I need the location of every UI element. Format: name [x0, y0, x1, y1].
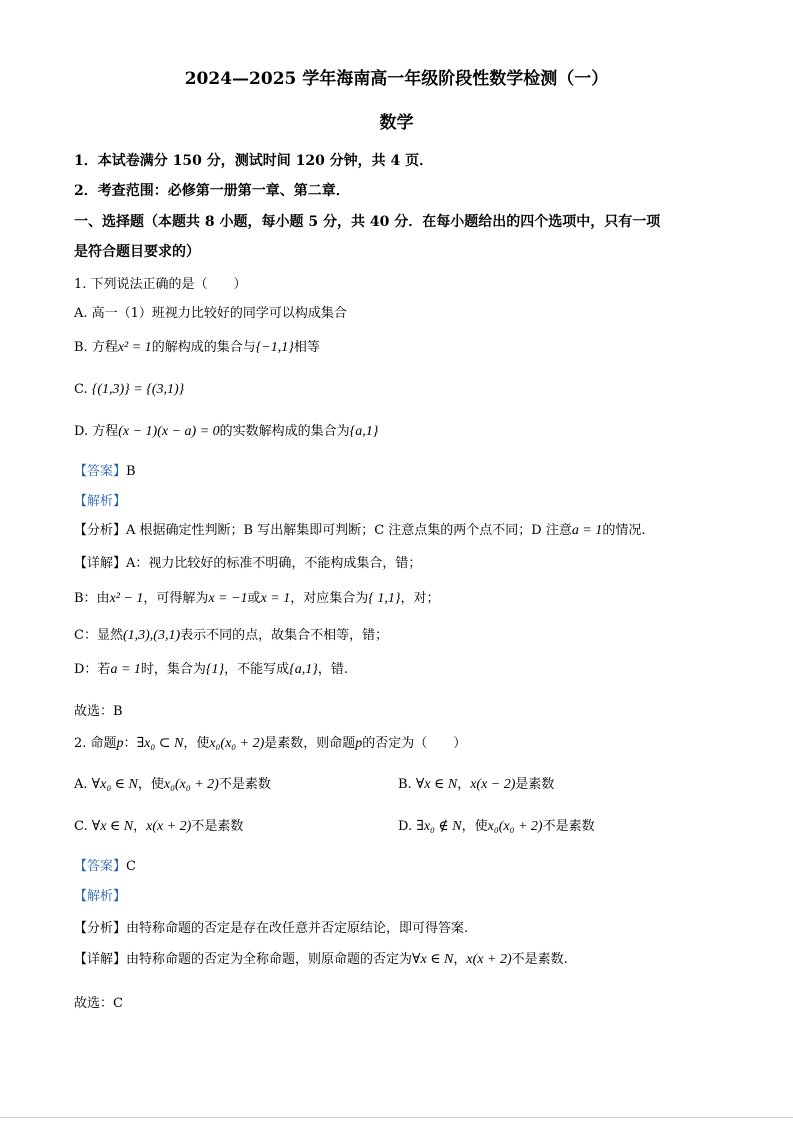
q2-option-b-text1: ，	[457, 777, 471, 792]
q1-detail-b-text: B：由	[74, 591, 110, 606]
q1-detail-b-text4: ，对；	[400, 591, 440, 606]
q2-stem	[74, 735, 466, 753]
q1-detail-c-text2: 表示不同的点，故集合不相等，错；	[180, 628, 389, 643]
q1-detail-b	[74, 590, 439, 608]
q2-option-b-math1: ∀x ∈ N	[415, 777, 458, 792]
q2-stem-math2: ∃x₀ ⊂ N	[136, 736, 184, 751]
q2-option-b	[398, 776, 554, 794]
subject-title: 数学	[379, 113, 414, 133]
q1-fenxi-text2: 的情况.	[602, 523, 646, 538]
q1-detail-b-math3: x = 1	[260, 591, 291, 606]
q1-detail-b-text1: ，可得解为	[143, 591, 209, 606]
q2-option-c-text1: ，	[133, 819, 147, 834]
q2-option-a-math2: x₀(x₀ + 2)	[163, 777, 219, 792]
q2-option-d	[398, 818, 595, 836]
q1-option-d	[74, 423, 378, 441]
answer-tag: 【答案】	[74, 859, 127, 874]
fenxi-tag: 【分析】	[74, 523, 127, 538]
q1-detail-c-math: (1,3),(3,1)	[122, 628, 181, 643]
q1-detail-d-text1: 时，集合为	[140, 662, 206, 677]
q2-detail	[74, 951, 568, 969]
q2-option-a-label: A.	[74, 777, 92, 792]
q1-stem: 1. 下列说法正确的是（ ）	[74, 277, 247, 292]
q2-option-d-math2: x₀(x₀ + 2)	[487, 819, 543, 834]
q1-option-b-text2: 的解构成的集合与	[151, 340, 256, 355]
q1-option-b-text3: 相等	[293, 340, 320, 355]
q1-detail-a	[74, 555, 421, 573]
q2-option-d-text2: 不是素数	[542, 819, 595, 834]
q1-option-c	[74, 381, 184, 399]
q2-detail-text2: 不是素数.	[511, 952, 568, 967]
q2-option-b-text2: 是素数	[515, 777, 555, 792]
q2-fenxi-text: 由特称命题的否定是存在改任意并否定原结论，即可得答案.	[126, 921, 469, 936]
q2-stem-text: 2. 命题	[74, 736, 117, 751]
q1-answer	[74, 463, 136, 481]
detail-tag: 【详解】	[74, 556, 127, 571]
q2-option-c-math1: ∀x ∈ N	[91, 819, 134, 834]
q2-answer	[74, 858, 136, 876]
q1-detail-b-math2: x = −1	[208, 591, 248, 606]
q1-detail-d-text3: ，错.	[317, 662, 348, 677]
q1-option-d-text2: 的实数解构成的集合为	[219, 424, 350, 439]
q1-detail-d-text: D：若	[74, 662, 111, 677]
q1-option-c-label: C.	[74, 382, 92, 397]
section-heading-line1: 一、选择题（本题共 8 小题，每小题 5 分，共 40 分．在每小题给出的四个选项中，只有一项	[74, 214, 661, 230]
q2-option-d-math1: ∃x₀ ∉ N	[416, 819, 462, 834]
q1-detail-d-math1: a = 1	[110, 662, 141, 677]
detail-tag: 【详解】	[74, 952, 127, 967]
q1-option-b-equation: x² = 1	[117, 340, 152, 355]
q2-stem-math1: p	[116, 736, 124, 751]
q2-detail-math1: ∀x ∈ N	[412, 952, 454, 967]
q2-option-a-text1: ，使	[137, 777, 164, 792]
instruction-2: 2．考查范围：必修第一册第一章、第二章．	[74, 183, 350, 199]
q1-fenxi-text: A 根据确定性判断；B 写出解集即可判断；C 注意点集的两个点不同；D 注意	[126, 523, 572, 538]
q2-option-b-math2: x(x − 2)	[470, 777, 516, 792]
q1-option-d-equation: (x − 1)(x − a) = 0	[118, 424, 220, 439]
q2-stem-text1: ：	[123, 736, 137, 751]
q1-detail-d-text2: ，不能写成	[224, 662, 290, 677]
q1-detail-c-text: C：显然	[74, 628, 123, 643]
q1-analysis-tag: 【解析】	[74, 494, 127, 509]
q2-stem-text3: 是素数，则命题	[264, 736, 356, 751]
q2-stem-math3: x₀(x₀ + 2)	[209, 736, 265, 751]
q1-detail-c	[74, 627, 388, 645]
q2-option-d-label: D.	[398, 819, 417, 834]
q1-detail-d-math3: {a,1}	[289, 662, 318, 677]
page-bottom-divider	[0, 1117, 793, 1118]
q2-option-a	[74, 776, 271, 794]
q1-detail-b-text3: ，对应集合为	[290, 591, 369, 606]
q2-fenxi	[74, 920, 468, 938]
q1-option-d-text: D. 方程	[74, 424, 119, 439]
q1-fenxi	[74, 522, 645, 540]
q2-option-b-label: B.	[398, 777, 416, 792]
fenxi-tag: 【分析】	[74, 921, 127, 936]
q1-answer-value: B	[126, 464, 136, 479]
q2-stem-text4: 的否定为（ ）	[362, 736, 467, 751]
q2-option-c-text2: 不是素数	[191, 819, 244, 834]
q1-option-d-set: {a,1}	[349, 424, 379, 439]
q2-detail-math2: x(x + 2)	[466, 952, 512, 967]
instruction-1: 1．本试卷满分 150 分，测试时间 120 分钟，共 4 页．	[74, 153, 434, 169]
q2-option-c-label: C.	[74, 819, 92, 834]
q2-choice: 故选：C	[74, 996, 123, 1011]
q1-detail-b-math4: { 1,1}	[368, 591, 401, 606]
q2-analysis-tag: 【解析】	[74, 889, 127, 904]
q1-option-b-set: {−1,1}	[255, 340, 294, 355]
q2-stem-text2: ，使	[183, 736, 210, 751]
q1-detail-d	[74, 661, 348, 679]
q1-detail-a-text: A：视力比较好的标准不明确，不能构成集合，错；	[126, 556, 422, 571]
q1-option-c-math: {(1,3)} = {(3,1)}	[91, 382, 185, 397]
q1-detail-b-text2: 或	[247, 591, 261, 606]
section-heading-line2: 是符合题目要求的）	[74, 244, 200, 260]
q2-option-a-text2: 不是素数	[218, 777, 271, 792]
q2-stem-math4: p	[355, 736, 363, 751]
q2-detail-text1: ，	[453, 952, 467, 967]
q2-option-c-math2: x(x + 2)	[146, 819, 192, 834]
answer-tag: 【答案】	[74, 464, 127, 479]
q2-option-c	[74, 818, 243, 836]
q1-choice: 故选：B	[74, 704, 123, 719]
q1-option-a: A. 高一（1）班视力比较好的同学可以构成集合	[74, 306, 347, 321]
q1-detail-d-math2: {1}	[205, 662, 225, 677]
q1-detail-b-math1: x² − 1	[109, 591, 144, 606]
q1-fenxi-math: a = 1	[571, 523, 603, 538]
q2-option-a-math1: ∀x₀ ∈ N	[91, 777, 138, 792]
q1-option-b-text: B. 方程	[74, 340, 118, 355]
q2-answer-value: C	[126, 859, 136, 874]
page-title: 2024—2025 学年海南高一年级阶段性数学检测（一）	[184, 69, 609, 89]
q1-option-b	[74, 339, 320, 357]
q2-option-d-text1: ，使	[461, 819, 488, 834]
q2-detail-text: 由特称命题的否定为全称命题，则原命题的否定为	[126, 952, 413, 967]
